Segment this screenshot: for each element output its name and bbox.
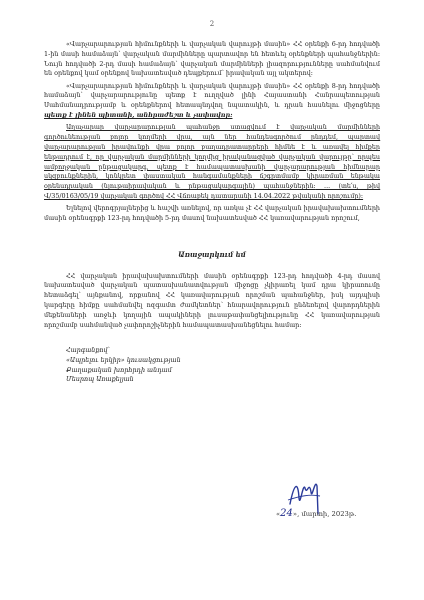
emphasized-text: պետք է լինեն պիտանի, անհրաժեշտ և չափավոր: — [44, 111, 233, 120]
paragraph-text: Ելնելով վերոգրյալներից և հաշվի առնելով, որ առկա չէ ՀՀ վարչական իրավախախտումների մասին օրենսգրքի 123-րդ հոդվածի 5-րդ մասով նախատեսված ՀՀ կառավարության որոշում, — [44, 204, 380, 223]
paragraph-court-citation — [44, 123, 380, 201]
paragraph-proposal: ՀՀ վարչական իրավախախտումների մասին օրենսգրքի 123-րդ հոդվածի 4-րդ մասով նախատեսված վարչական պատասխանատվության միջոցը չկիրառել կամ դրա կիրառումը հետաձգել՝ այնքանով, որքանով ՀՀ կառավարության որոշման պահանջներ, իսկ այդպիսի կարգերը հիմքը սահմանվել ոզգամտ ժամկետներ՝ հնարավորություն ընձեռելով վարորդներին մեքենաների առջևի կողային ապակիների լուսաթափանցելիությունը ՀՀ կառավարության որոշմամբ սահմանված չափորոշիչներին համապատասխանեցնելու համար: — [44, 271, 380, 329]
closing-text: Հարգանքով՝ — [66, 346, 110, 355]
paragraph-proportionality — [44, 82, 380, 121]
page-number: 2 — [209, 20, 215, 28]
date-open-quote: « — [276, 510, 281, 518]
paragraph-text: «Վարչարարության հիմունքների և վարչական վարույթի մասին» ՀՀ օրենքի 6-րդ հոդվածի 1-ին մասի համաձայն՝ վարչական մարմինները պարտավոր են հետևել օրենքների պահանջներին: Նույն հոդվածի 2-րդ մասի համաձայն՝ վարչական մարմինների լիազորությունները սահմանվում են օրենքով կամ օրենքով նախատեսված դեպքերում՝ իրավական այլ ակտերով: — [44, 40, 380, 78]
signature-block — [44, 346, 380, 384]
citation-text: ... (տե՛ս, թիվ Վ/35/0163/05/19 վարչական գործով ՀՀ Վճռաբեկ դատարանի 14.04.2022 թվականի որոշումը): — [44, 182, 380, 200]
date-rest: », մարտի, 2023թ. — [292, 510, 357, 518]
signer-position: Քաղաքական խորհրդի անդամ — [66, 365, 172, 374]
paragraph-conclusion — [44, 204, 380, 224]
paragraph-text: «Վարչարարության հիմունքների և վարչական վարույթի մասին» ՀՀ օրենքի 8-րդ հոդվածի համաձայն՝ վարչարարությունը պետք է ուղղված լինի Հայաստանի Հանրապետության Սահմանադրությամբ և օրենքներով հետապնդվող նպատակին, և դրան հասնելու միջոցները — [44, 81, 380, 110]
proposal-heading: Առաջարկում եմ — [178, 249, 246, 259]
document-body — [44, 40, 380, 385]
document-date — [276, 508, 356, 519]
signer-name: Մեսրոպ Առաքելյան — [66, 375, 134, 384]
underlined-text: Աղաչարար վարչարարության պահանջը ստացվում է վարչական մարմինների գործունեության բոլոր կողմերի վրա, այն ներ հանդեսգործում ընդդեմ, պարտավ վարչարարության իրավունքի վրա բոլոր բաղադրատարրերի հիմնե է և առավել հիմքեր ենթադրում է, որ վարչական մարմինների կողմից իրականացված վարչական վարույթը՝ որպես ամբողջական ընթացակարգ, պետք է համապատասխանի վարչարարության հիմնարար սկզբունքներին, կոնկրետ փաստական հանգամանքների ճշգրտմամբ կիրառման ենթակա օրենսդրական (նյութաիրավական և ընթացակարգային) պահանջներին: — [44, 123, 380, 191]
paragraph-legal-basis — [44, 40, 380, 79]
organization-name: «Ապրելու երկիր» կուսակցության — [66, 356, 181, 365]
date-day: 24 — [280, 508, 293, 519]
